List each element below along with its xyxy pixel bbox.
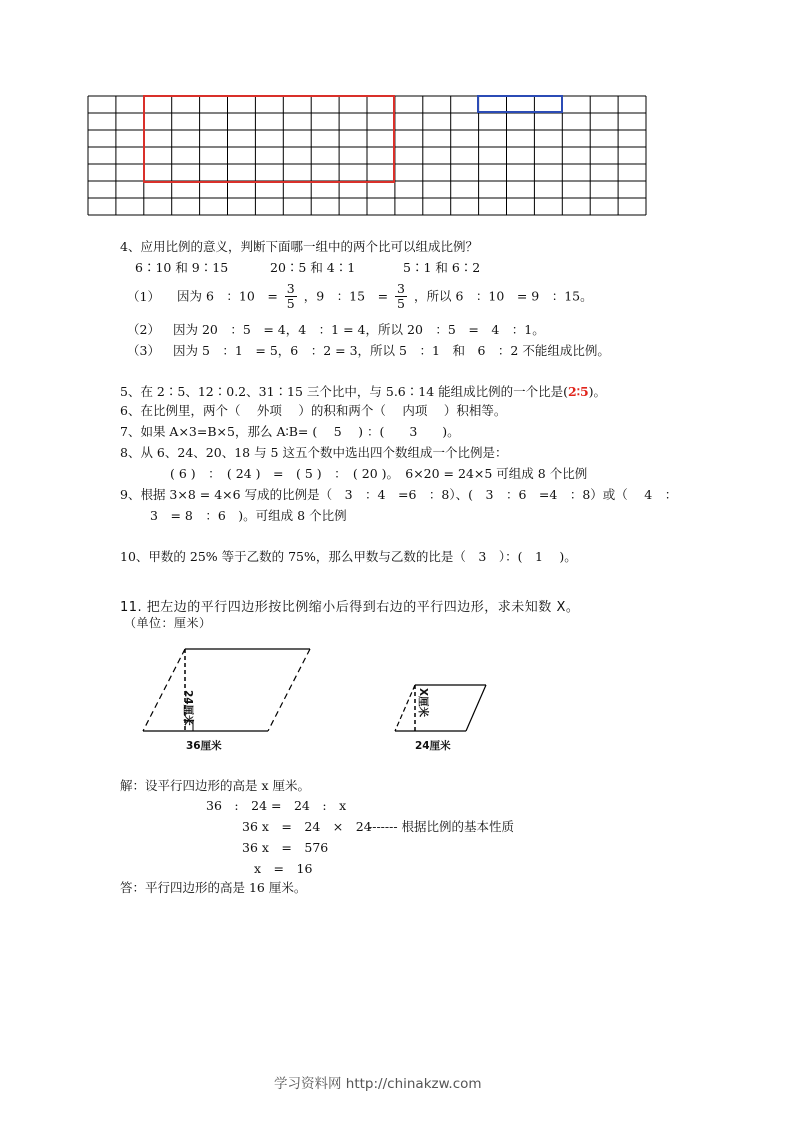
q4-option-2: 20∶5 和 4∶1 bbox=[270, 260, 356, 275]
q4-s1-fraction-1 bbox=[285, 282, 297, 311]
q4-s2 bbox=[127, 322, 545, 338]
q4-s3-text: 因为 5 ：1 = 5，6 ：2 = 3，所以 5 ：1 和 6 ：2 不能组成比例。 bbox=[173, 343, 610, 358]
q11-unit: （单位：厘米） bbox=[124, 616, 212, 630]
q4-s1-c: ，所以 6 ：10 = 9 ：15。 bbox=[413, 288, 593, 304]
left-parallelogram bbox=[143, 649, 310, 731]
q4-s1-b: ，9 ：15 = bbox=[303, 288, 389, 304]
solution-line-2: 36 x = 24 × 24 bbox=[242, 819, 372, 834]
q5-end: )。 bbox=[588, 384, 607, 399]
solution-line-1: 36 : 24 = 24 : x bbox=[206, 798, 347, 813]
grid-table bbox=[0, 0, 793, 230]
q4-s1-label: （1） bbox=[127, 288, 160, 304]
q4-option-1: 6∶10 和 9∶15 bbox=[135, 260, 229, 275]
solution-note: ------- 根据比例的基本性质 bbox=[368, 819, 515, 834]
solution-line-4: x = 16 bbox=[254, 861, 313, 876]
q5-text: 5、在 2∶5、12∶0.2、31∶15 三个比中，与 5.6∶14 能组成比例的一个比是( bbox=[120, 384, 569, 399]
q8-line1: 8、从 6、24、20、18 与 5 这五个数中选出四个数组成一个比例是： bbox=[120, 445, 508, 460]
q4-s1 bbox=[127, 282, 593, 311]
parallelogram-figures bbox=[0, 640, 793, 760]
q5-answer: 2∶5 bbox=[568, 384, 589, 399]
right-parallelogram bbox=[395, 685, 486, 731]
solution-line-3: 36 x = 576 bbox=[242, 840, 329, 855]
fraction-numerator: 3 bbox=[397, 281, 405, 296]
left-base-label: 36厘米 bbox=[186, 740, 222, 752]
fraction-denominator: 5 bbox=[286, 296, 295, 311]
fraction-numerator: 3 bbox=[286, 281, 295, 296]
blue-rectangle bbox=[478, 96, 562, 112]
q11-title: 11. 把左边的平行四边形按比例缩小后得到右边的平行四边形，求未知数 X。 bbox=[120, 600, 580, 615]
solution-answer: 答：平行四边形的高是 16 厘米。 bbox=[120, 880, 307, 895]
q10: 10、甲数的 25% 等于乙数的 75%，那么甲数与乙数的比是（ 3 ）：( 1 )。 bbox=[120, 549, 577, 564]
q7: 7、如果 A×3=B×5，那么 A∶B= ( 5 ) ：( 3 )。 bbox=[120, 424, 460, 439]
q4-s1-a: 因为 6 ：10 = bbox=[176, 288, 278, 304]
q4-s1-fraction-2 bbox=[395, 282, 407, 311]
fraction-denominator: 5 bbox=[397, 296, 405, 311]
q4-option-3: 5∶1 和 6∶2 bbox=[403, 260, 481, 275]
q9-line1: 9、根据 3×8 = 4×6 写成的比例是（ 3 ：4 =6 ：8）、( 3 ：6 =4 ：8）或（ 4 ： bbox=[120, 487, 678, 502]
q4-s3 bbox=[127, 343, 610, 359]
right-height-label: X厘米 bbox=[417, 688, 429, 718]
solution-intro: 解：设平行四边形的高是 x 厘米。 bbox=[120, 778, 310, 793]
q8-line2: ( 6 ) ： ( 24 ) = ( 5 ) ： ( 20 )。 6×20 = 24×5 可组成 8 个比例 bbox=[170, 466, 588, 481]
q4-s3-label: （3） bbox=[127, 343, 160, 358]
q4-s2-label: （2） bbox=[127, 322, 160, 337]
red-rectangle bbox=[144, 96, 394, 182]
q4-title: 4、应用比例的意义，判断下面哪一组中的两个比可以组成比例？ bbox=[120, 239, 478, 254]
q6: 6、在比例里，两个（ 外项 ）的积和两个（ 内项 ）积相等。 bbox=[120, 403, 507, 418]
q9-line2: 3 = 8 ：6 )。可组成 8 个比例 bbox=[150, 508, 347, 523]
footer-watermark: 学习资料网 http://chinakzw.com bbox=[274, 1076, 482, 1092]
q5 bbox=[120, 384, 606, 400]
q4-s2-text: 因为 20 ：5 = 4，4 ：1 = 4，所以 20 ：5 = 4 ：1。 bbox=[173, 322, 545, 337]
right-base-label: 24厘米 bbox=[415, 740, 451, 752]
left-height-label: 24厘米 bbox=[182, 690, 194, 726]
